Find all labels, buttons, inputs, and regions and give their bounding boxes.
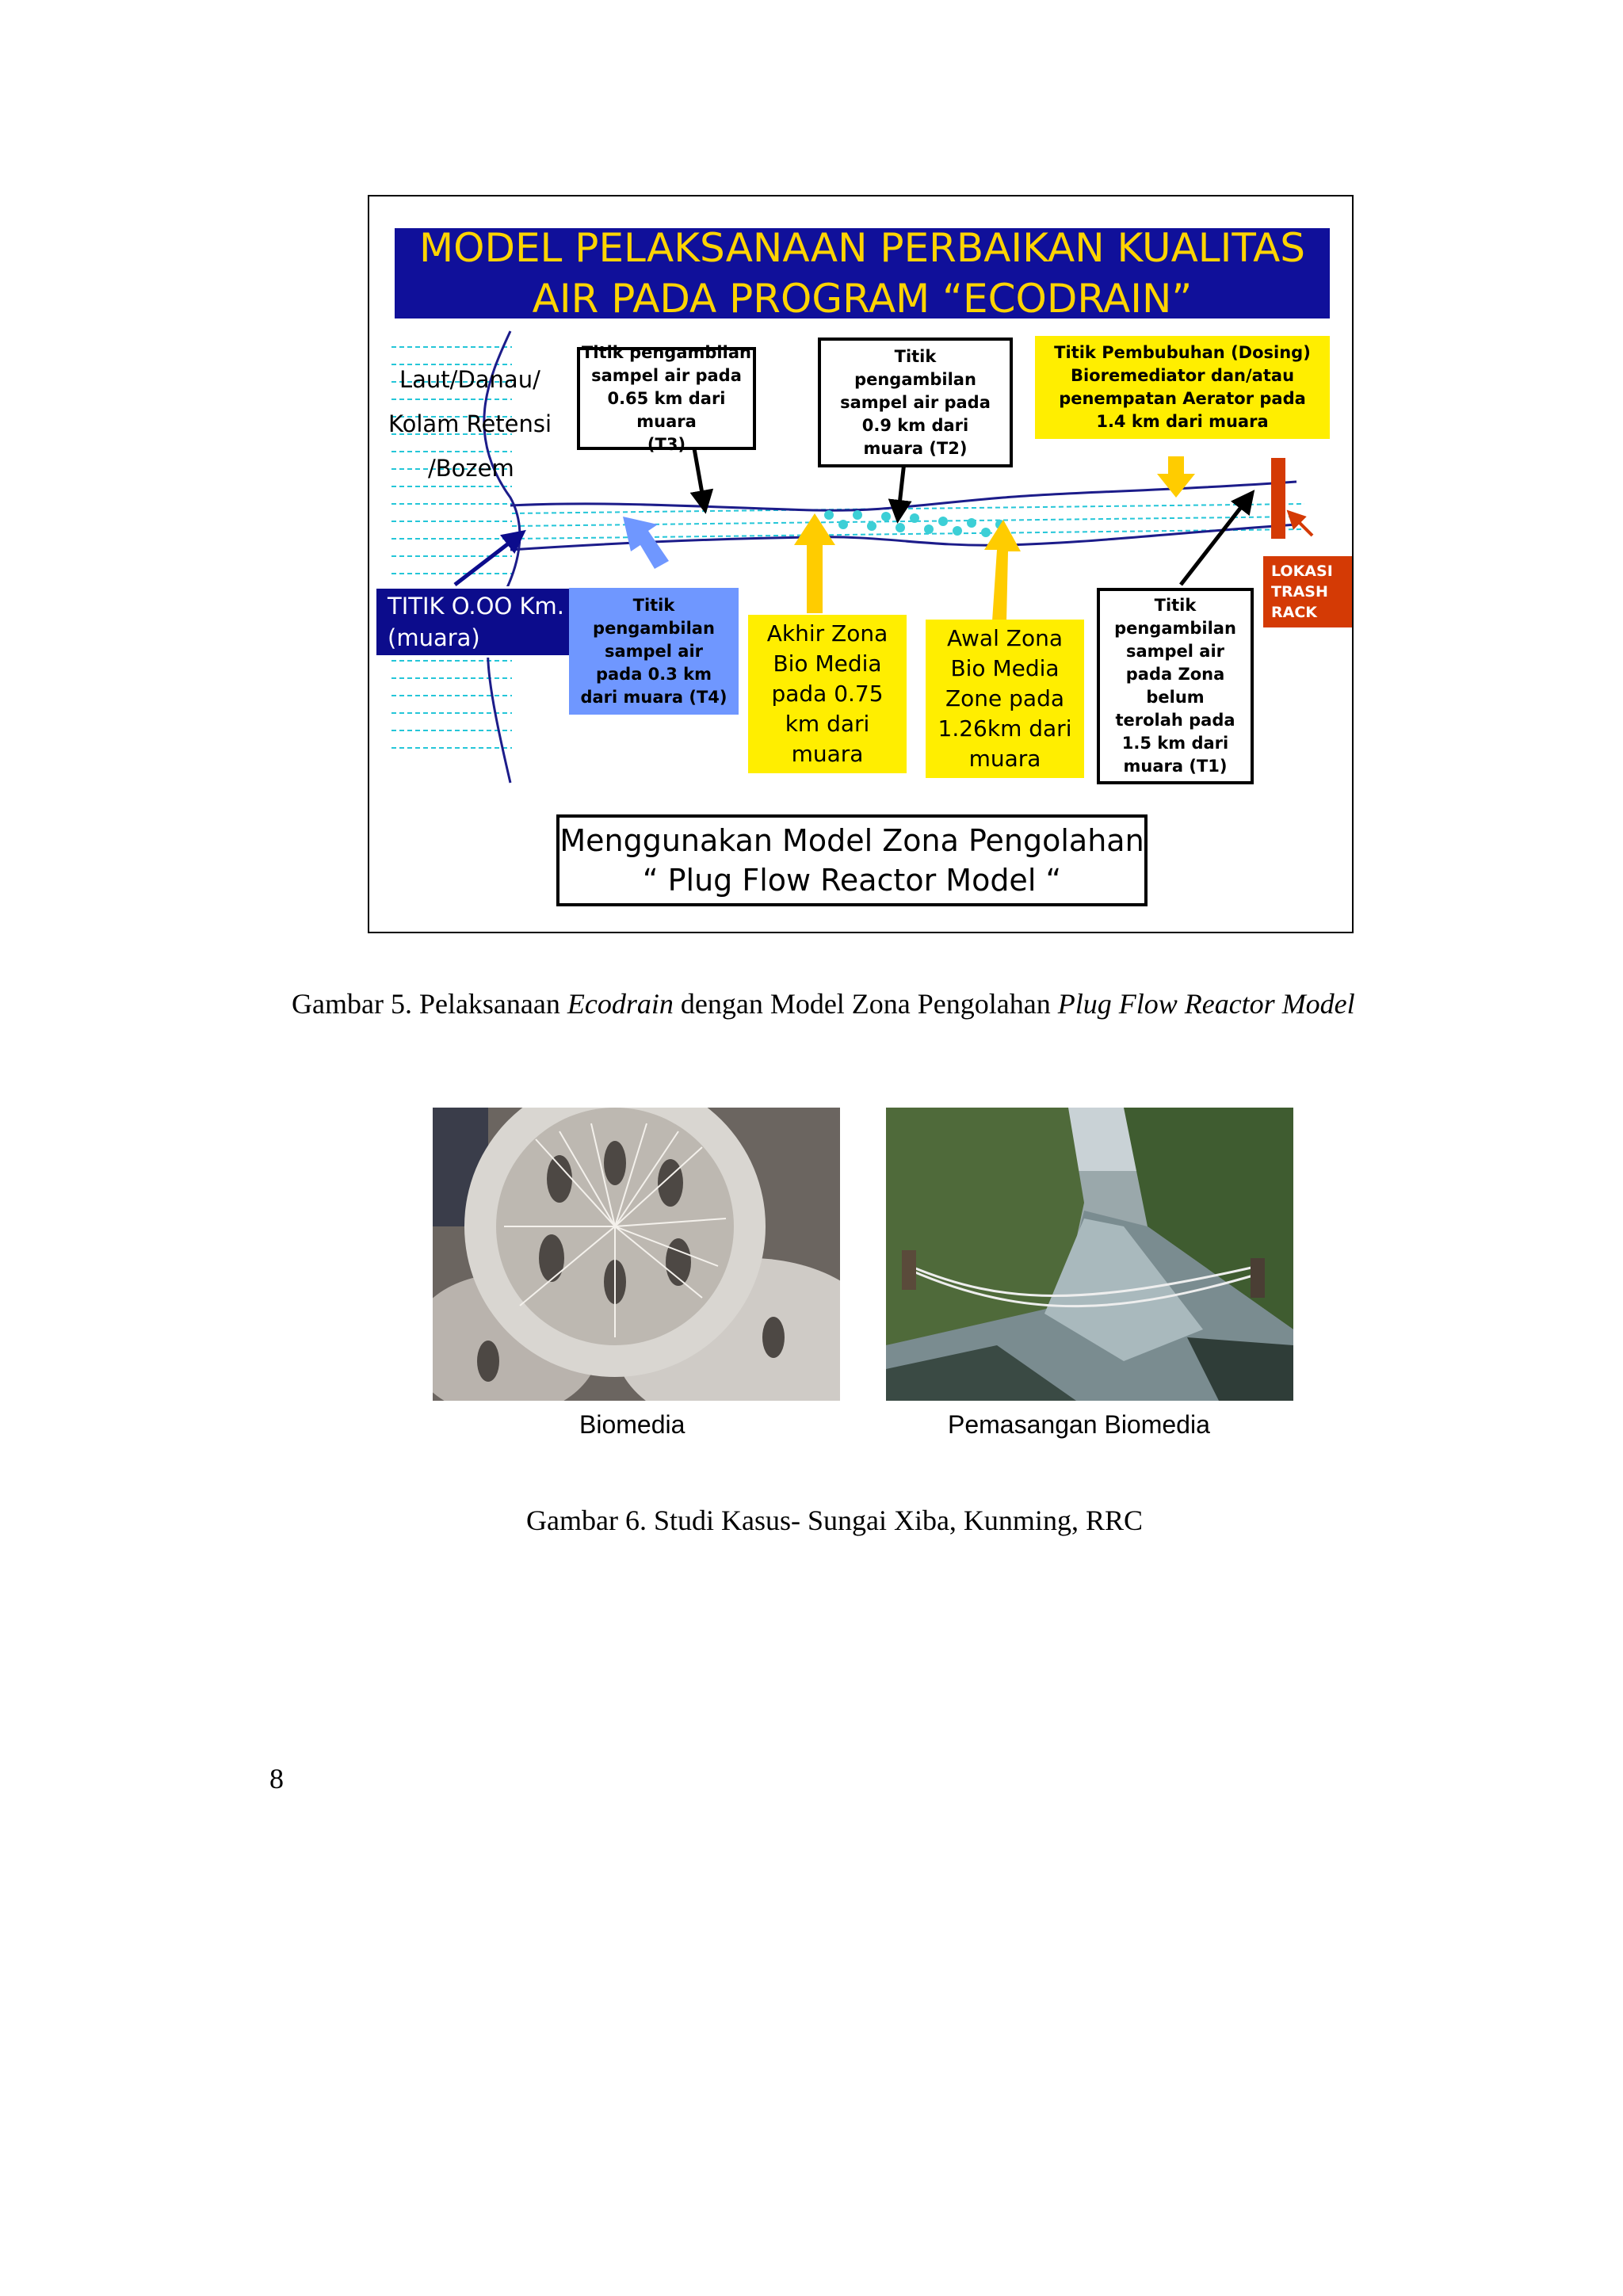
model-label-box: Menggunakan Model Zona Pengolahan “ Plug Flow Reactor Model “: [556, 814, 1148, 906]
figure5-caption-italic2: Plug Flow Reactor Model: [1057, 988, 1355, 1020]
label-t4: Titik pengambilan sampel air pada 0.3 km dari muara (T4): [569, 588, 739, 715]
page-number: 8: [269, 1763, 284, 1794]
arrow-dosing: [1157, 456, 1195, 498]
figure5-caption-middle: dengan Model Zona Pengolahan: [673, 988, 1058, 1020]
trash-rack-bar: [1271, 458, 1285, 539]
biomedia-installation-photo: [886, 1108, 1293, 1401]
biomedia-installation-label: Pemasangan Biomedia: [948, 1410, 1210, 1439]
biomedia-photo-image: [433, 1108, 840, 1401]
label-t2: Titik pengambilan sampel air pada 0.9 km dari muara (T2): [818, 338, 1013, 467]
diagram-title: [395, 225, 1330, 322]
arrow-t3: [694, 448, 704, 502]
ecodrain-diagram: [368, 195, 1354, 933]
label-t1: Titik pengambilan sampel air pada Zona belum terolah pada 1.5 km dari muara (T1): [1097, 588, 1254, 784]
label-akhir-zona: Akhir Zona Bio Media pada 0.75 km dari muara: [748, 615, 907, 773]
figure6-caption: Gambar 6. Studi Kasus- Sungai Xiba, Kunming, RRC: [526, 1505, 1143, 1536]
diagram-title-line2: AIR PADA PROGRAM “ECODRAIN”: [532, 276, 1193, 322]
arrow-t1: [1181, 499, 1247, 585]
biomedia-installation-photo-image: [886, 1108, 1293, 1401]
sea-label-line2: Kolam Retensi: [388, 410, 552, 437]
sea-label-line3: /Bozem: [428, 455, 514, 482]
label-trash-rack: LOKASI TRASH RACK: [1263, 556, 1354, 627]
label-awal-zona: Awal Zona Bio Media Zone pada 1.26km dari muara: [926, 620, 1084, 778]
sea-label-line1: Laut/Danau/: [399, 366, 540, 393]
arrow-akhir-zona: [794, 513, 835, 613]
biomedia-photo: [433, 1108, 840, 1401]
arrow-titik0: [455, 537, 517, 585]
label-dosing: Titik Pembubuhan (Dosing) Bioremediator dan/atau penempatan Aerator pada 1.4 km dari muara: [1035, 336, 1330, 439]
biomedia-label: Biomedia: [579, 1410, 685, 1439]
figure5-caption-italic1: Ecodrain: [567, 988, 674, 1020]
label-t3: Titik pengambilan sampel air pada 0.65 km dari muara (T3): [577, 347, 756, 450]
diagram-title-line1: MODEL PELAKSANAAN PERBAIKAN KUALITAS: [418, 225, 1306, 271]
arrow-trash-rack: [1293, 517, 1312, 536]
biomedia-zone: [824, 510, 1005, 537]
figure5-caption-prefix: Gambar 5. Pelaksanaan: [292, 988, 567, 1020]
figure5-caption: [292, 987, 1355, 1020]
label-titik-0: TITIK O.OO Km. (muara): [374, 586, 574, 658]
